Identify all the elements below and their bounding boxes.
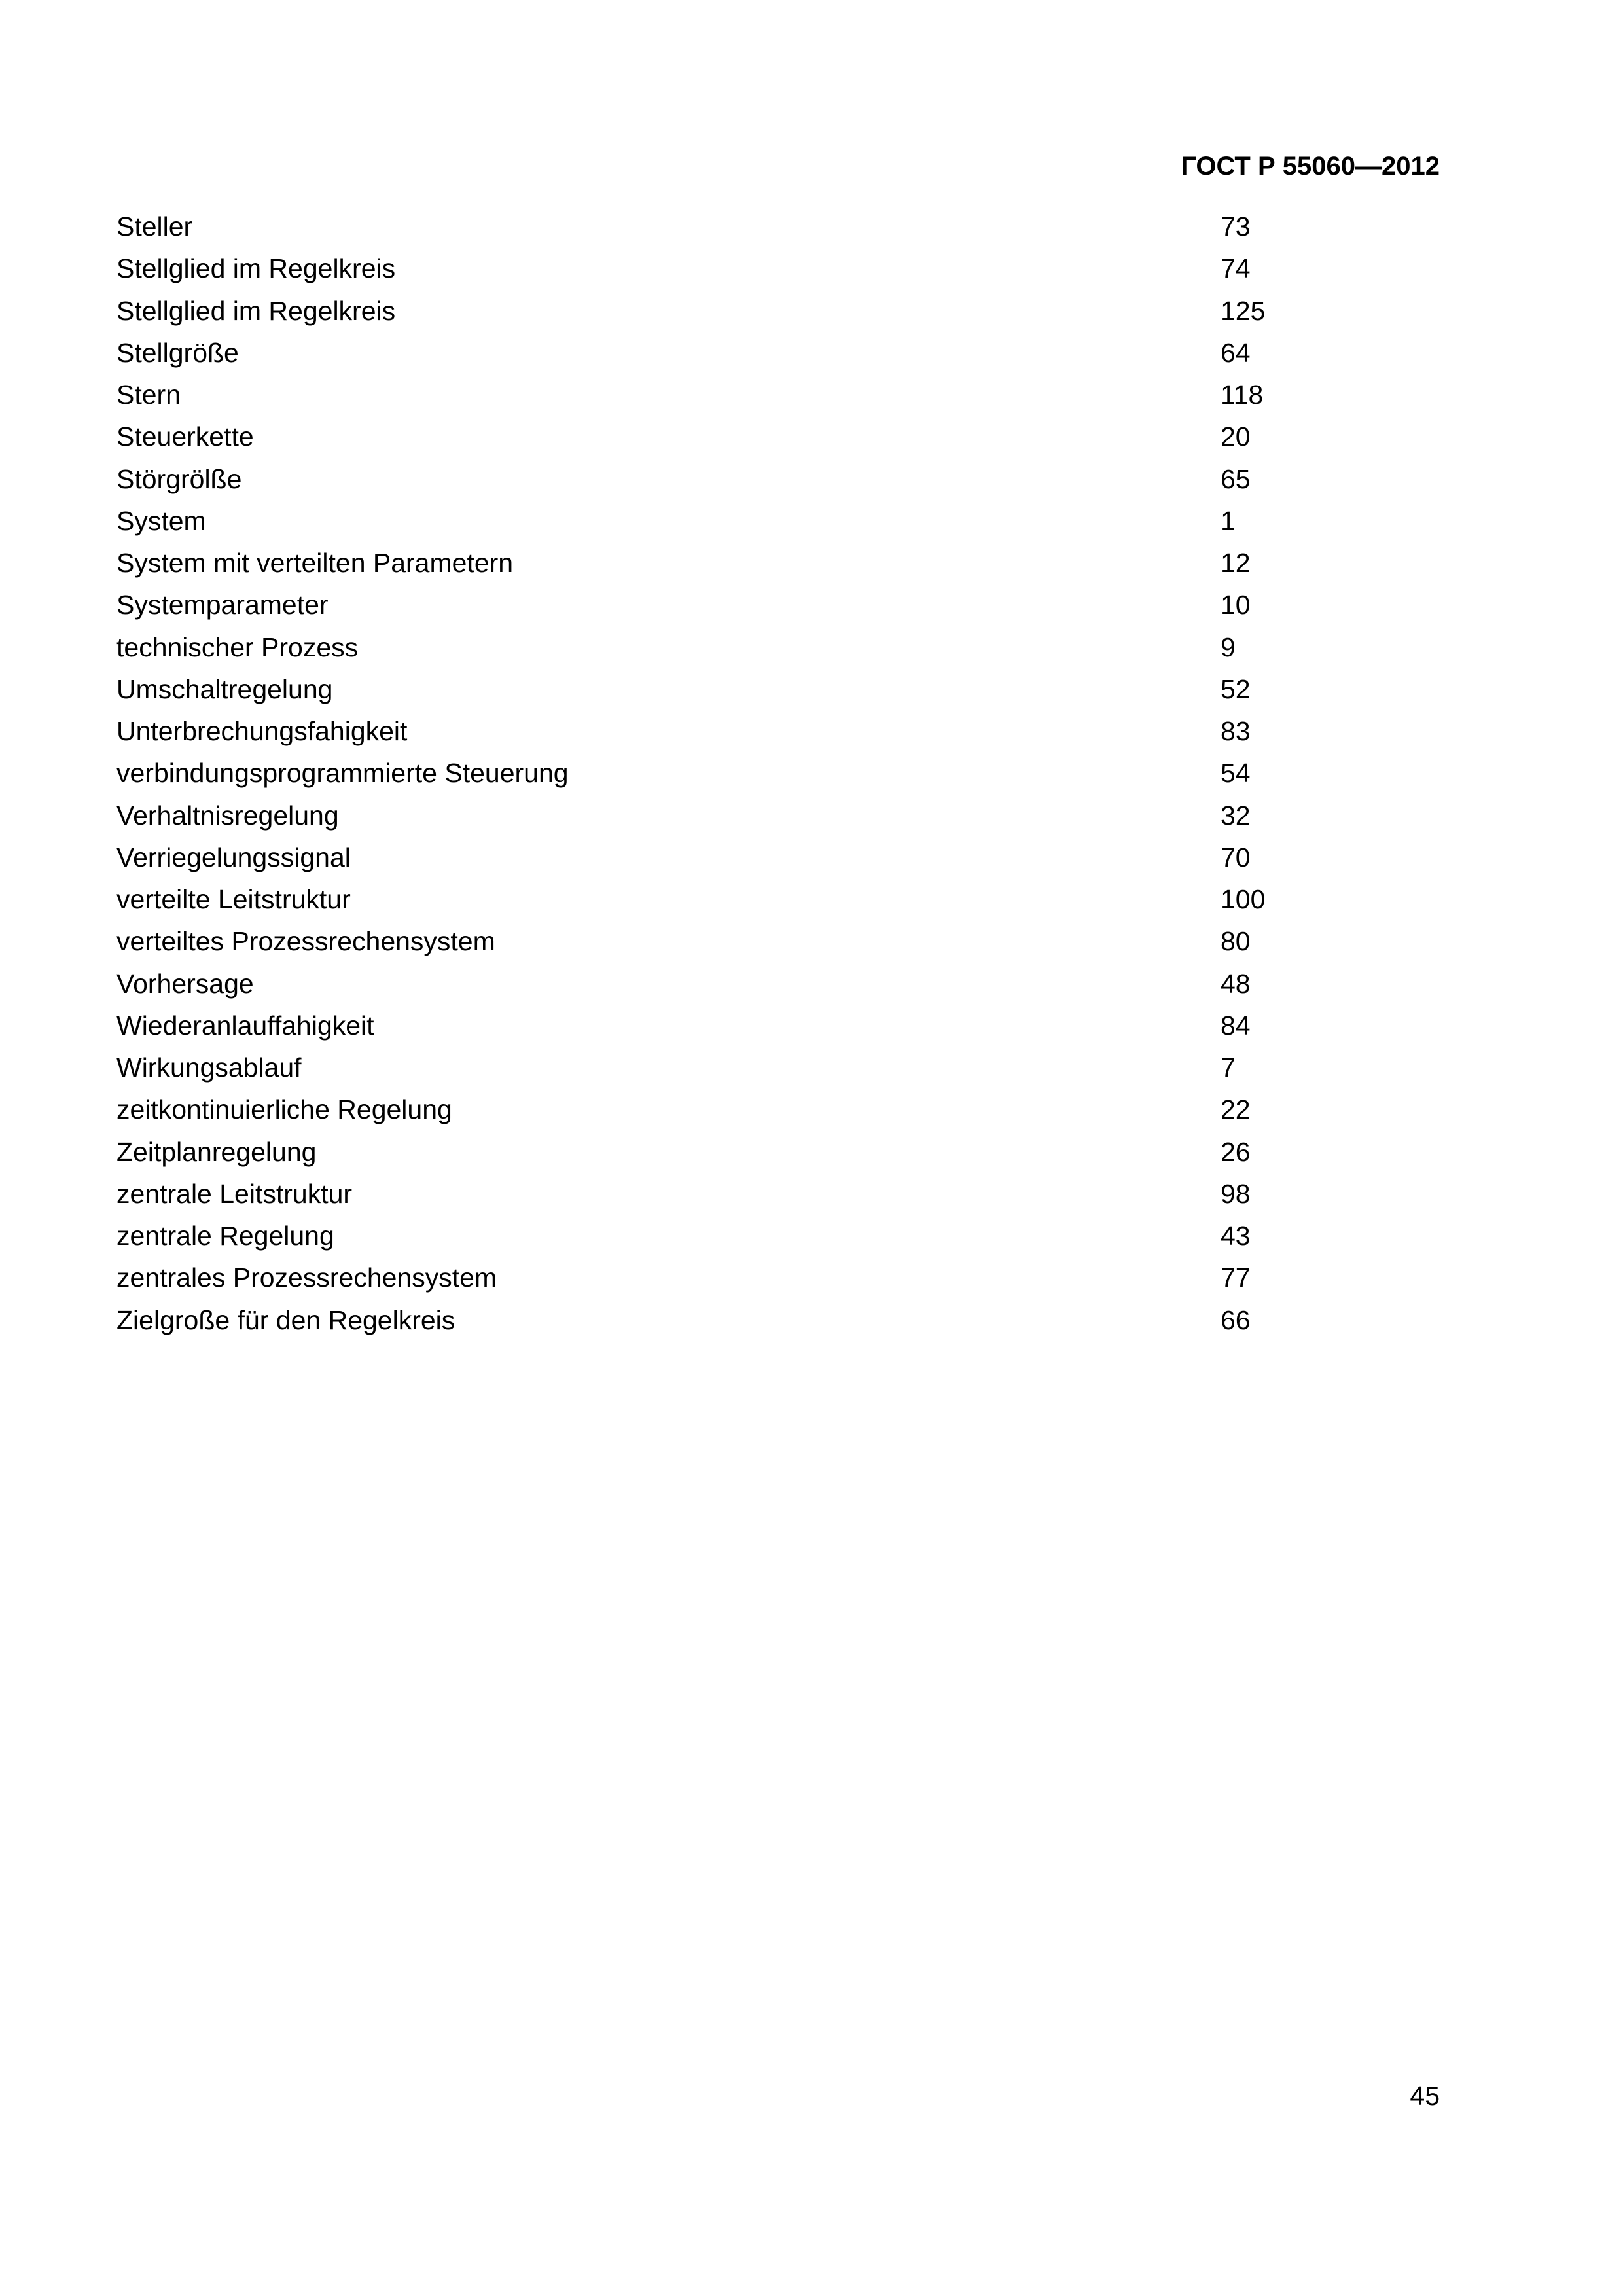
index-page-ref: 66 [1221,1304,1251,1335]
index-term: Wiederanlauffahigkeit [116,1010,374,1041]
index-page-ref: 84 [1221,1010,1251,1041]
index-term: Störgrölße [116,463,242,494]
index-page-ref: 54 [1221,758,1251,789]
index-page-ref: 52 [1221,673,1251,704]
term-index-list [116,206,1440,1341]
index-entry-row [116,416,1440,457]
index-term: verteiltes Prozessrechensystem [116,926,495,957]
document-code-header: ГОСТ Р 55060—2012 [1181,152,1440,181]
index-entry-row [116,626,1440,668]
index-term: System [116,505,206,536]
index-term: Stellglied im Regelkreis [116,253,396,284]
index-entry-row [116,1299,1440,1341]
index-page-ref: 48 [1221,968,1251,999]
index-entry-row [116,332,1440,374]
index-entry-row [116,963,1440,1005]
index-entry-row [116,668,1440,710]
index-page-ref: 12 [1221,548,1251,578]
index-page-ref: 9 [1221,632,1236,662]
index-term: technischer Prozess [116,632,359,662]
index-entry-row [116,542,1440,584]
index-term: Steuerkette [116,422,254,452]
index-page-ref: 125 [1221,295,1266,326]
index-page-ref: 118 [1221,380,1264,410]
index-term: Umschaltregelung [116,673,333,704]
index-term: Zeitplanregelung [116,1136,317,1167]
index-page-ref: 98 [1221,1178,1251,1209]
index-entry-row [116,710,1440,752]
page-number: 45 [1410,2081,1440,2111]
index-term: Stellgröße [116,337,239,368]
index-entry-row [116,1215,1440,1257]
index-page-ref: 1 [1221,505,1236,536]
index-term: Zielgroße für den Regelkreis [116,1304,455,1335]
index-page-ref: 77 [1221,1263,1251,1293]
index-entry-row [116,1173,1440,1215]
index-entry-row [116,247,1440,289]
index-term: Stern [116,380,181,410]
index-entry-row [116,836,1440,878]
index-term: Systemparameter [116,590,329,620]
index-term: zentrales Prozessrechensystem [116,1263,497,1293]
index-term: zeitkontinuierliche Regelung [116,1094,452,1125]
index-term: verteilte Leitstruktur [116,884,351,914]
index-page-ref: 65 [1221,463,1251,494]
index-entry-row [116,290,1440,332]
index-page-ref: 83 [1221,716,1251,746]
index-entry-row [116,752,1440,794]
index-term: Vorhersage [116,968,254,999]
index-entry-row [116,458,1440,500]
index-page-ref: 7 [1221,1052,1236,1083]
index-entry-row [116,920,1440,962]
index-term: Wirkungsablauf [116,1052,302,1083]
index-page-ref: 26 [1221,1136,1251,1167]
index-entry-row [116,1131,1440,1173]
index-entry-row [116,878,1440,920]
index-page-ref: 100 [1221,884,1266,914]
index-page-ref: 20 [1221,422,1251,452]
index-term: zentrale Leitstruktur [116,1178,353,1209]
index-page-ref: 22 [1221,1094,1251,1125]
index-entry-row [116,1257,1440,1299]
index-page-ref: 70 [1221,842,1251,872]
index-entry-row [116,795,1440,836]
index-term: Steller [116,211,193,242]
index-entry-row [116,500,1440,542]
index-entry-row [116,1088,1440,1130]
index-term: Verriegelungssignal [116,842,351,872]
index-entry-row [116,206,1440,247]
index-term: Stellglied im Regelkreis [116,295,396,326]
index-page-ref: 80 [1221,926,1251,957]
index-entry-row [116,1047,1440,1088]
index-page-ref: 32 [1221,800,1251,831]
index-term: System mit verteilten Parametern [116,548,514,578]
index-page-ref: 64 [1221,337,1251,368]
index-entry-row [116,584,1440,626]
index-page-ref: 10 [1221,590,1251,620]
index-page-ref: 73 [1221,211,1251,242]
index-entry-row [116,1005,1440,1047]
index-term: Unterbrechungsfahigkeit [116,716,408,746]
index-page-ref: 43 [1221,1221,1251,1251]
index-term: zentrale Regelung [116,1221,334,1251]
index-page-ref: 74 [1221,253,1251,284]
index-entry-row [116,374,1440,416]
index-term: Verhaltnisregelung [116,800,339,831]
index-term: verbindungsprogrammierte Steuerung [116,758,569,789]
